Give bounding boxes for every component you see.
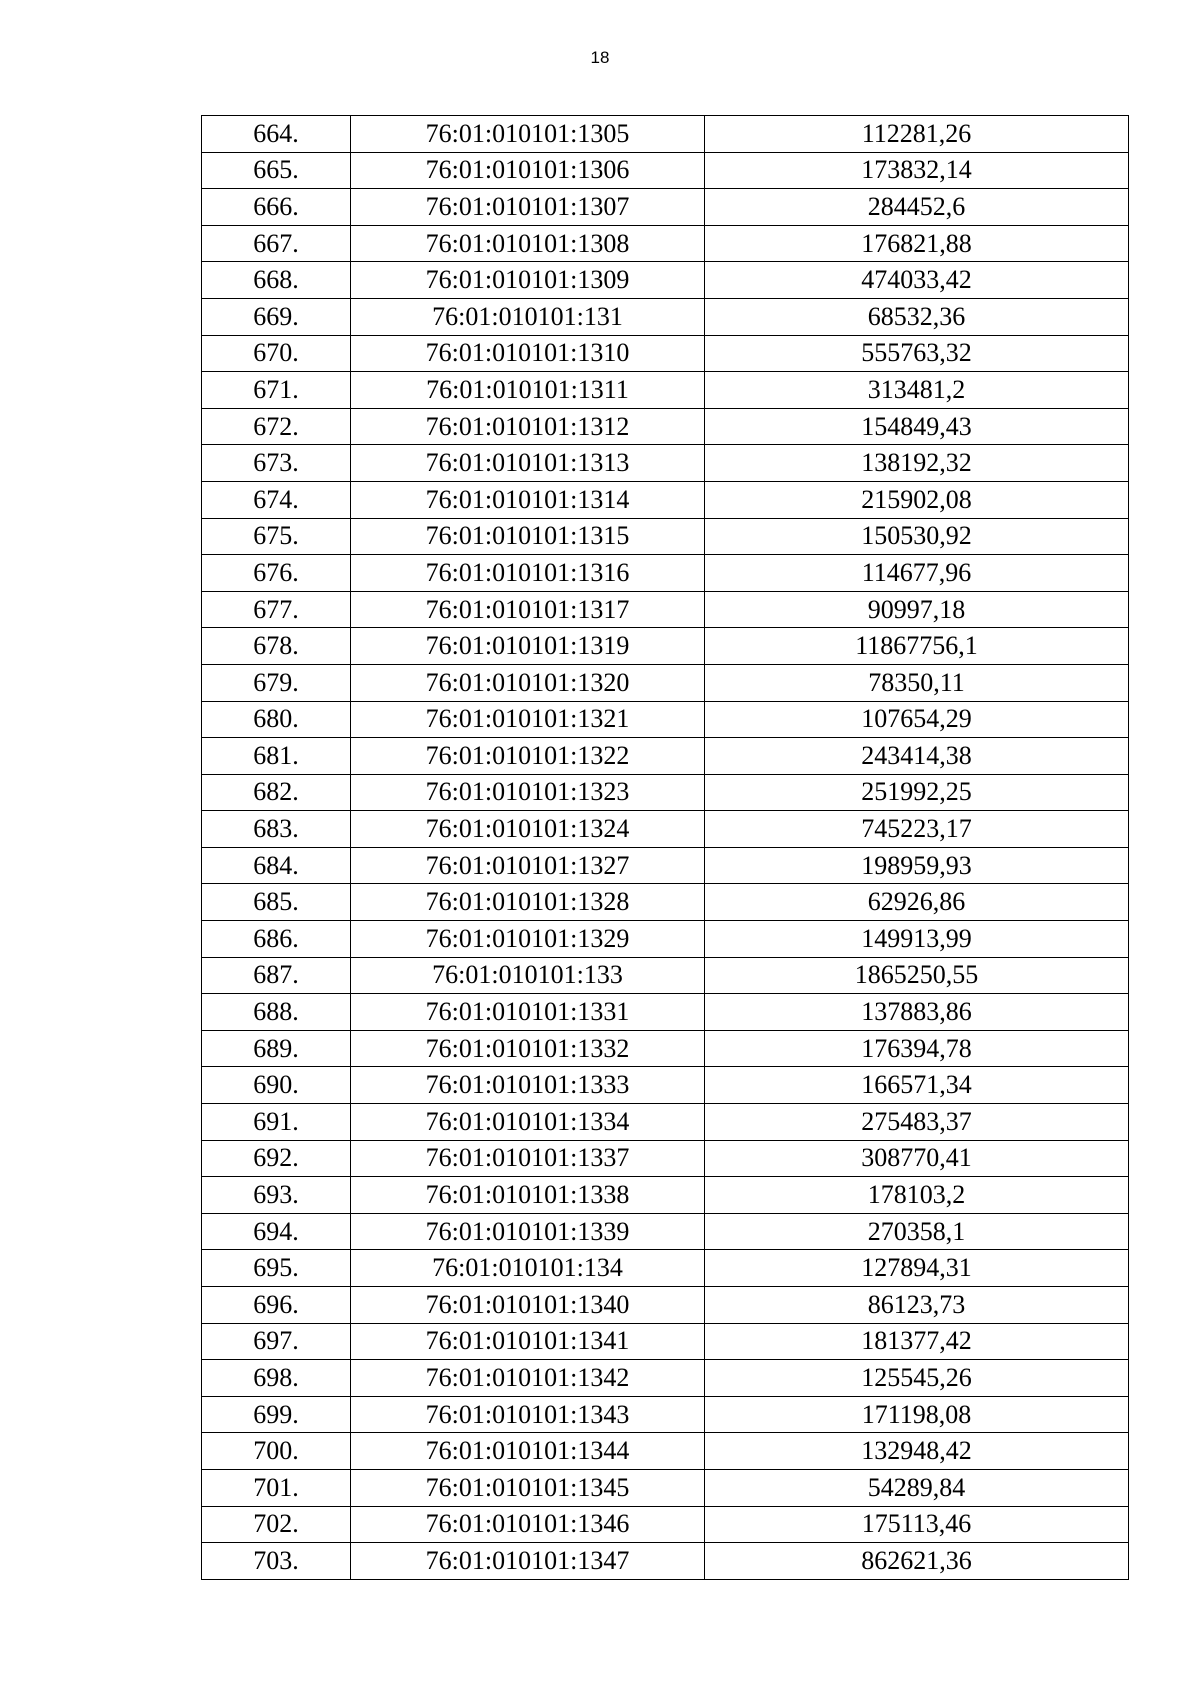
cadastral-number-cell: 76:01:010101:1310 bbox=[351, 335, 705, 372]
row-number-cell: 679. bbox=[202, 664, 351, 701]
row-number-cell: 673. bbox=[202, 445, 351, 482]
cadastral-number-cell: 76:01:010101:1321 bbox=[351, 701, 705, 738]
table-row bbox=[202, 957, 1129, 994]
cadastral-number-cell: 76:01:010101:1324 bbox=[351, 811, 705, 848]
row-number-cell: 687. bbox=[202, 957, 351, 994]
table-row bbox=[202, 1469, 1129, 1506]
cadastral-number-cell: 76:01:010101:1314 bbox=[351, 481, 705, 518]
value-cell: 149913,99 bbox=[705, 921, 1129, 958]
row-number-cell: 683. bbox=[202, 811, 351, 848]
value-cell: 127894,31 bbox=[705, 1250, 1129, 1287]
cadastral-table bbox=[201, 115, 1129, 1580]
cadastral-number-cell: 76:01:010101:1332 bbox=[351, 1030, 705, 1067]
table-row bbox=[202, 1213, 1129, 1250]
table-row bbox=[202, 518, 1129, 555]
row-number-cell: 696. bbox=[202, 1287, 351, 1324]
table-row bbox=[202, 1506, 1129, 1543]
value-cell: 78350,11 bbox=[705, 664, 1129, 701]
value-cell: 176821,88 bbox=[705, 225, 1129, 262]
table-row bbox=[202, 628, 1129, 665]
row-number-cell: 700. bbox=[202, 1433, 351, 1470]
row-number-cell: 681. bbox=[202, 738, 351, 775]
value-cell: 555763,32 bbox=[705, 335, 1129, 372]
table-row bbox=[202, 152, 1129, 189]
cadastral-number-cell: 76:01:010101:1327 bbox=[351, 847, 705, 884]
table-row bbox=[202, 1360, 1129, 1397]
row-number-cell: 703. bbox=[202, 1543, 351, 1580]
cadastral-number-cell: 76:01:010101:1331 bbox=[351, 994, 705, 1031]
row-number-cell: 697. bbox=[202, 1323, 351, 1360]
row-number-cell: 695. bbox=[202, 1250, 351, 1287]
value-cell: 178103,2 bbox=[705, 1177, 1129, 1214]
cadastral-number-cell: 76:01:010101:1328 bbox=[351, 884, 705, 921]
value-cell: 308770,41 bbox=[705, 1140, 1129, 1177]
row-number-cell: 678. bbox=[202, 628, 351, 665]
page-number: 18 bbox=[590, 48, 610, 67]
table-row bbox=[202, 1250, 1129, 1287]
table-row bbox=[202, 481, 1129, 518]
cadastral-number-cell: 76:01:010101:1341 bbox=[351, 1323, 705, 1360]
row-number-cell: 680. bbox=[202, 701, 351, 738]
value-cell: 137883,86 bbox=[705, 994, 1129, 1031]
value-cell: 176394,78 bbox=[705, 1030, 1129, 1067]
row-number-cell: 688. bbox=[202, 994, 351, 1031]
table-body bbox=[202, 116, 1129, 1580]
cadastral-number-cell: 76:01:010101:1334 bbox=[351, 1104, 705, 1141]
cadastral-number-cell: 76:01:010101:1309 bbox=[351, 262, 705, 299]
row-number-cell: 669. bbox=[202, 298, 351, 335]
table-row bbox=[202, 1287, 1129, 1324]
table-row bbox=[202, 811, 1129, 848]
table-row bbox=[202, 1067, 1129, 1104]
table-row bbox=[202, 335, 1129, 372]
value-cell: 68532,36 bbox=[705, 298, 1129, 335]
cadastral-number-cell: 76:01:010101:1344 bbox=[351, 1433, 705, 1470]
cadastral-number-cell: 76:01:010101:1311 bbox=[351, 372, 705, 409]
table-row bbox=[202, 1433, 1129, 1470]
value-cell: 166571,34 bbox=[705, 1067, 1129, 1104]
value-cell: 198959,93 bbox=[705, 847, 1129, 884]
cadastral-number-cell: 76:01:010101:1343 bbox=[351, 1396, 705, 1433]
value-cell: 132948,42 bbox=[705, 1433, 1129, 1470]
cadastral-number-cell: 76:01:010101:1338 bbox=[351, 1177, 705, 1214]
row-number-cell: 668. bbox=[202, 262, 351, 299]
table-row bbox=[202, 225, 1129, 262]
value-cell: 125545,26 bbox=[705, 1360, 1129, 1397]
table-row bbox=[202, 372, 1129, 409]
cadastral-number-cell: 76:01:010101:1308 bbox=[351, 225, 705, 262]
table-row bbox=[202, 189, 1129, 226]
table-row bbox=[202, 408, 1129, 445]
cadastral-number-cell: 76:01:010101:1307 bbox=[351, 189, 705, 226]
table-row bbox=[202, 774, 1129, 811]
cadastral-number-cell: 76:01:010101:1322 bbox=[351, 738, 705, 775]
table-row bbox=[202, 884, 1129, 921]
cadastral-number-cell: 76:01:010101:1342 bbox=[351, 1360, 705, 1397]
cadastral-number-cell: 76:01:010101:1339 bbox=[351, 1213, 705, 1250]
cadastral-number-cell: 76:01:010101:1313 bbox=[351, 445, 705, 482]
row-number-cell: 665. bbox=[202, 152, 351, 189]
table-row bbox=[202, 701, 1129, 738]
table-row bbox=[202, 1543, 1129, 1580]
row-number-cell: 666. bbox=[202, 189, 351, 226]
value-cell: 112281,26 bbox=[705, 116, 1129, 153]
row-number-cell: 699. bbox=[202, 1396, 351, 1433]
table-row bbox=[202, 591, 1129, 628]
row-number-cell: 670. bbox=[202, 335, 351, 372]
value-cell: 62926,86 bbox=[705, 884, 1129, 921]
value-cell: 54289,84 bbox=[705, 1469, 1129, 1506]
cadastral-number-cell: 76:01:010101:1340 bbox=[351, 1287, 705, 1324]
value-cell: 215902,08 bbox=[705, 481, 1129, 518]
table-row bbox=[202, 445, 1129, 482]
row-number-cell: 672. bbox=[202, 408, 351, 445]
table-row bbox=[202, 1177, 1129, 1214]
cadastral-number-cell: 76:01:010101:1346 bbox=[351, 1506, 705, 1543]
value-cell: 275483,37 bbox=[705, 1104, 1129, 1141]
cadastral-number-cell: 76:01:010101:1323 bbox=[351, 774, 705, 811]
row-number-cell: 692. bbox=[202, 1140, 351, 1177]
value-cell: 313481,2 bbox=[705, 372, 1129, 409]
table-row bbox=[202, 298, 1129, 335]
value-cell: 251992,25 bbox=[705, 774, 1129, 811]
table-row bbox=[202, 994, 1129, 1031]
cadastral-number-cell: 76:01:010101:1305 bbox=[351, 116, 705, 153]
table-row bbox=[202, 116, 1129, 153]
value-cell: 107654,29 bbox=[705, 701, 1129, 738]
value-cell: 150530,92 bbox=[705, 518, 1129, 555]
table-row bbox=[202, 1323, 1129, 1360]
value-cell: 90997,18 bbox=[705, 591, 1129, 628]
value-cell: 243414,38 bbox=[705, 738, 1129, 775]
row-number-cell: 677. bbox=[202, 591, 351, 628]
value-cell: 270358,1 bbox=[705, 1213, 1129, 1250]
value-cell: 745223,17 bbox=[705, 811, 1129, 848]
row-number-cell: 702. bbox=[202, 1506, 351, 1543]
cadastral-number-cell: 76:01:010101:1345 bbox=[351, 1469, 705, 1506]
value-cell: 1865250,55 bbox=[705, 957, 1129, 994]
value-cell: 181377,42 bbox=[705, 1323, 1129, 1360]
cadastral-number-cell: 76:01:010101:134 bbox=[351, 1250, 705, 1287]
value-cell: 862621,36 bbox=[705, 1543, 1129, 1580]
cadastral-number-cell: 76:01:010101:1333 bbox=[351, 1067, 705, 1104]
row-number-cell: 690. bbox=[202, 1067, 351, 1104]
cadastral-number-cell: 76:01:010101:1319 bbox=[351, 628, 705, 665]
cadastral-number-cell: 76:01:010101:1329 bbox=[351, 921, 705, 958]
cadastral-number-cell: 76:01:010101:133 bbox=[351, 957, 705, 994]
row-number-cell: 701. bbox=[202, 1469, 351, 1506]
value-cell: 171198,08 bbox=[705, 1396, 1129, 1433]
row-number-cell: 691. bbox=[202, 1104, 351, 1141]
value-cell: 11867756,1 bbox=[705, 628, 1129, 665]
value-cell: 284452,6 bbox=[705, 189, 1129, 226]
table-row bbox=[202, 1396, 1129, 1433]
cadastral-number-cell: 76:01:010101:131 bbox=[351, 298, 705, 335]
row-number-cell: 694. bbox=[202, 1213, 351, 1250]
value-cell: 138192,32 bbox=[705, 445, 1129, 482]
cadastral-number-cell: 76:01:010101:1312 bbox=[351, 408, 705, 445]
table-row bbox=[202, 847, 1129, 884]
cadastral-number-cell: 76:01:010101:1306 bbox=[351, 152, 705, 189]
value-cell: 173832,14 bbox=[705, 152, 1129, 189]
cadastral-number-cell: 76:01:010101:1317 bbox=[351, 591, 705, 628]
row-number-cell: 684. bbox=[202, 847, 351, 884]
row-number-cell: 675. bbox=[202, 518, 351, 555]
cadastral-number-cell: 76:01:010101:1320 bbox=[351, 664, 705, 701]
table-row bbox=[202, 1104, 1129, 1141]
table-row bbox=[202, 921, 1129, 958]
table-row bbox=[202, 738, 1129, 775]
value-cell: 86123,73 bbox=[705, 1287, 1129, 1324]
cadastral-number-cell: 76:01:010101:1315 bbox=[351, 518, 705, 555]
row-number-cell: 682. bbox=[202, 774, 351, 811]
row-number-cell: 685. bbox=[202, 884, 351, 921]
cadastral-number-cell: 76:01:010101:1347 bbox=[351, 1543, 705, 1580]
value-cell: 474033,42 bbox=[705, 262, 1129, 299]
value-cell: 114677,96 bbox=[705, 555, 1129, 592]
row-number-cell: 689. bbox=[202, 1030, 351, 1067]
table-row bbox=[202, 664, 1129, 701]
table-row bbox=[202, 1140, 1129, 1177]
value-cell: 154849,43 bbox=[705, 408, 1129, 445]
cadastral-number-cell: 76:01:010101:1337 bbox=[351, 1140, 705, 1177]
table-row bbox=[202, 555, 1129, 592]
row-number-cell: 664. bbox=[202, 116, 351, 153]
row-number-cell: 693. bbox=[202, 1177, 351, 1214]
row-number-cell: 667. bbox=[202, 225, 351, 262]
row-number-cell: 686. bbox=[202, 921, 351, 958]
cadastral-number-cell: 76:01:010101:1316 bbox=[351, 555, 705, 592]
table-row bbox=[202, 262, 1129, 299]
table-row bbox=[202, 1030, 1129, 1067]
row-number-cell: 676. bbox=[202, 555, 351, 592]
value-cell: 175113,46 bbox=[705, 1506, 1129, 1543]
row-number-cell: 674. bbox=[202, 481, 351, 518]
row-number-cell: 671. bbox=[202, 372, 351, 409]
row-number-cell: 698. bbox=[202, 1360, 351, 1397]
